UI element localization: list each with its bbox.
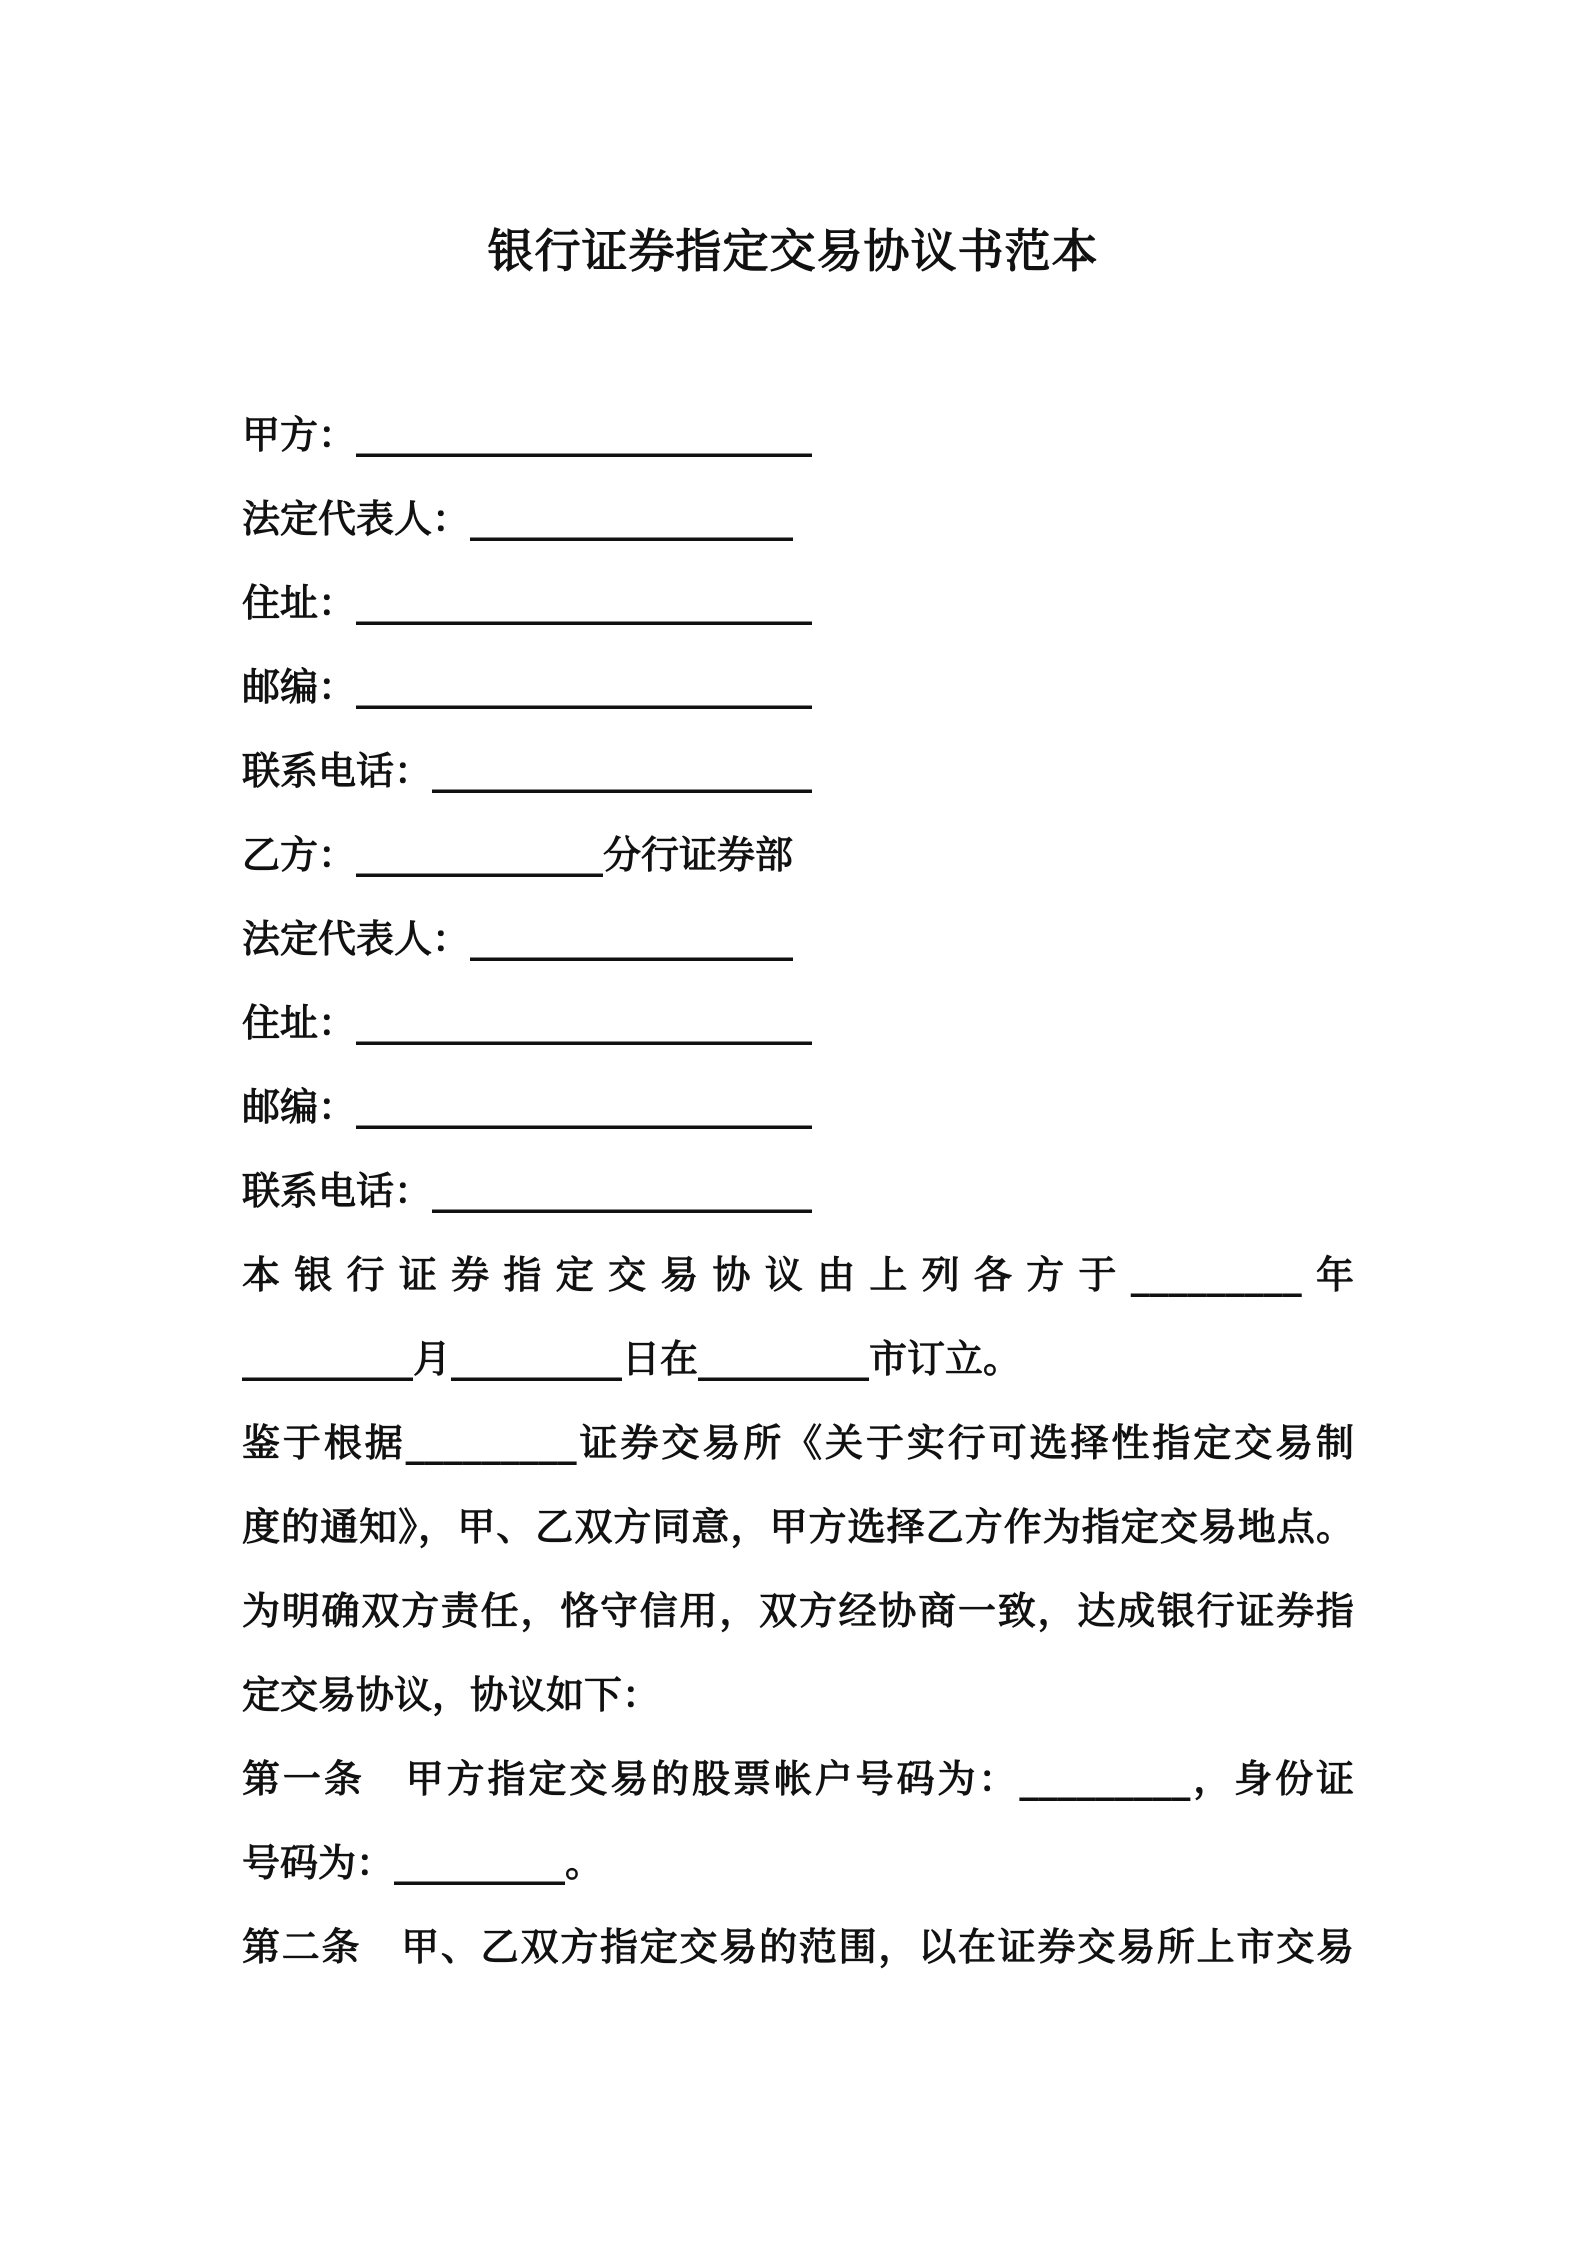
paragraph-line: 本银行证券指定交易协议由上列各方于_________年 <box>242 1253 1354 1297</box>
party-b-legal-rep: 法定代表人：_________________ <box>242 917 794 961</box>
paragraph-line: _________月_________日在_________市订立。 <box>242 1337 1022 1381</box>
party-a-postcode: 邮编：________________________ <box>242 665 813 709</box>
party-b-postcode: 邮编：________________________ <box>242 1085 813 1129</box>
paragraph-line: 为明确双方责任，恪守信用，双方经协商一致，达成银行证券指 <box>242 1589 1354 1633</box>
document-title: 银行证券指定交易协议书范本 <box>487 224 1099 278</box>
article-2-line: 第二条 甲、乙双方指定交易的范围，以在证券交易所上市交易 <box>242 1925 1354 1969</box>
party-a-name: 甲方：________________________ <box>242 413 813 457</box>
party-a-phone: 联系电话：____________________ <box>242 749 813 793</box>
article-1-line: 第一条 甲方指定交易的股票帐户号码为：_________，身份证 <box>242 1757 1354 1801</box>
paragraph-line: 定交易协议，协议如下： <box>242 1673 661 1717</box>
party-a-address: 住址：________________________ <box>242 581 813 625</box>
paragraph-line: 度的通知》，甲、乙双方同意，甲方选择乙方作为指定交易地点。 <box>242 1505 1354 1549</box>
party-a-legal-rep: 法定代表人：_________________ <box>242 497 794 541</box>
party-b-name: 乙方：_____________分行证券部 <box>242 833 794 877</box>
party-b-address: 住址：________________________ <box>242 1001 813 1045</box>
article-1-line: 号码为：_________。 <box>242 1841 604 1885</box>
party-b-phone: 联系电话：____________________ <box>242 1169 813 1213</box>
paragraph-line: 鉴于根据_________证券交易所《关于实行可选择性指定交易制 <box>242 1421 1354 1465</box>
